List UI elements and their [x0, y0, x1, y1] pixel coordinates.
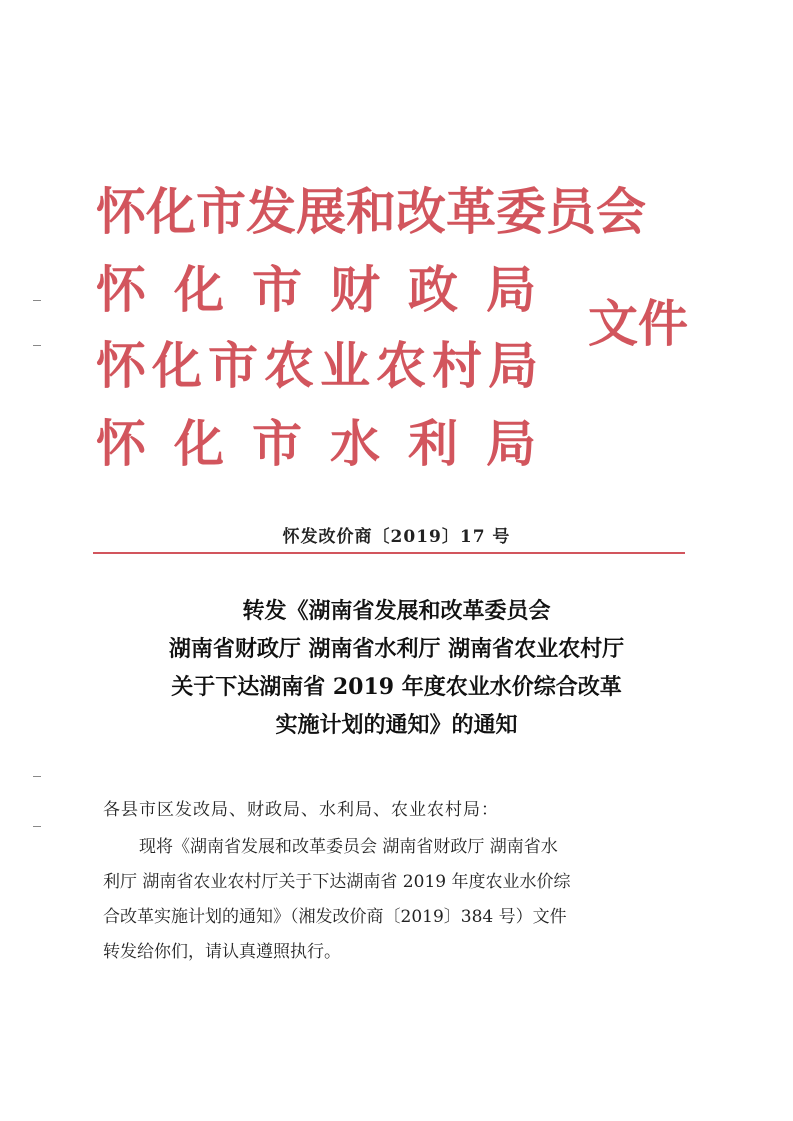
title-line: 转发《湖南省发展和改革委员会 [242, 598, 551, 624]
letterhead-suffix: 文件 [588, 295, 688, 353]
scan-mark [33, 345, 41, 346]
red-divider [93, 552, 685, 554]
body-line: 合改革实施计划的通知》（湘发改价商〔2019〕384 号）文件 [103, 907, 567, 927]
scan-mark [33, 300, 41, 301]
title-line: 湖南省财政厅 湖南省水利厅 湖南省农业农村厅 [168, 636, 625, 662]
body-line: 现将《湖南省发展和改革委员会 湖南省财政厅 湖南省水 [139, 837, 558, 857]
document-number: 怀发改价商〔2019〕17 号 [282, 527, 511, 547]
title-line: 关于下达湖南省 2019 年度农业水价综合改革 [171, 674, 622, 700]
body-paragraph [103, 830, 693, 970]
salutation: 各县市区发改局、财政局、水利局、农业农村局： [103, 800, 499, 820]
scan-mark [33, 776, 41, 777]
issuer-name: 怀化市水利局 [96, 415, 564, 473]
issuer-name: 怀化市发展和改革委员会 [96, 183, 646, 241]
document-title [0, 592, 793, 744]
body-line: 利厅 湖南省农业农村厅关于下达湖南省 2019 年度农业水价综 [103, 872, 571, 892]
issuer-name: 怀化市财政局 [96, 261, 564, 319]
issuer-name: 怀化市农业农村局 [96, 337, 544, 395]
red-letterhead [96, 170, 696, 473]
scan-mark [33, 826, 41, 827]
body-line: 转发给你们，请认真遵照执行。 [103, 942, 341, 962]
title-line: 实施计划的通知》的通知 [275, 712, 518, 738]
